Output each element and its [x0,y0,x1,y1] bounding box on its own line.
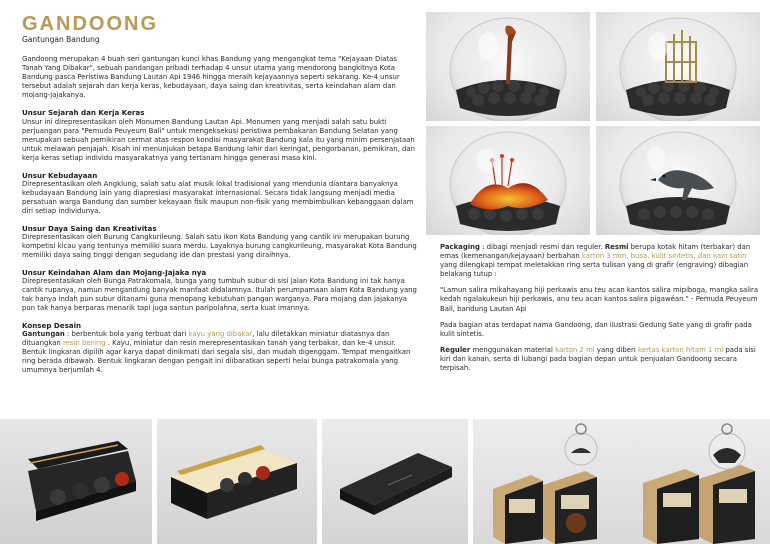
section-title: Unsur Daya Saing dan Kreativitas [22,223,157,233]
monument-sphere-photo [426,12,590,121]
section-konsep [22,321,417,376]
section-body: Direpresentasikan oleh Burung Cangkurileung. Salah satu ikon Kota Bandung yang cantik ini merupakan burung kompetisi kicau yang tentunya memiliki suara merdu. Layaknya burung cangkurileung, masyarakat Kota Bandung memiliki daya saing tinggi dengan segudang ide dan prestasi yang diraihnya. [22,232,417,260]
section-daya-saing [22,224,417,260]
packaging-photo-strip [0,419,770,544]
description-column [22,55,417,383]
packaging-resmi: Resmi [604,243,629,251]
box-closed-photo [322,419,468,544]
bird-sphere-photo [596,126,760,235]
engraving-quote: "Lamun salira mikahayang hiji perkawis anu teu acan kantos salira mipiboga, mangka salira kedah ngalakukeun hiji perkawis, anu teu acan kantos salira pigawéan." - Pemuda Peuyeum Ball, bandung Lautan Api [440,286,759,313]
packaging-text: yang dilengkapi tempat meletakkan ring serta tulisan yang di grafir (engraving) dibagian belakang tutup : [440,261,749,279]
reguler-paragraph [440,346,762,373]
section-title: Konsep Desain [22,320,82,330]
section-title: Unsur Sejarah dan Kerja Keras [22,108,145,118]
product-photo-grid [426,12,762,234]
highlight-karton: karton 2 ml [555,345,595,354]
highlight-kertas: kertas karton hitam 1 ml [637,345,724,354]
highlight-kayu: kayu yang dibakar [188,329,253,338]
section-sejarah [22,108,417,163]
reguler-text: menggunakan material [470,345,556,354]
angklung-sphere-photo [596,12,760,121]
section-title: Unsur Kebudayaan [22,170,98,180]
packaging-text: berupa kotak hitam (terbakar) dan emas (kemenangan/kejayaan) berbahan [440,243,751,261]
brand-name: GANDOONG [22,13,158,35]
top-note: Pada bagian atas terdapat nama Gandoong, dan ilustrasi Gedung Sate yang di grafir pada kulit sintetis. [440,320,752,338]
highlight-material: karton 3 mm, busa, kulit sintetis, dan kain satin [581,252,747,261]
section-body: Direpresentasikan oleh Angklung, salah satu alat musik lokal tradisional yang mendunia diantara banyaknya kebudayaan Bandung lain yang diapresiasi masyarakat internasional. Secara tidak langsung menjadi media persatuan warga Bandung dan sumber kekayaan fisik maupun non-fisik yang membimbulkan kebanggaan dalam diri setiap individunya. [22,179,414,216]
konsep-body [22,330,417,375]
packaging-lead: Packaging [440,243,480,251]
reguler-text: pada sisi kiri dan kanan, serta di lubangi pada bagian depan untuk penjualan Gandoong secara terpisah. [440,345,756,373]
reguler-lead: Reguler [440,345,471,354]
konsep-text: : berbentuk bola yang terbuat dari [64,329,189,338]
section-keindahan [22,268,417,314]
konsep-lead: Gantungan [22,329,65,338]
section-kebudayaan [22,171,417,217]
konsep-text: , lalu diletakkan miniatur diatasnya dan dituangkan [22,329,390,348]
box-angled-photo [157,419,317,544]
highlight-resin: resin bening [62,339,106,348]
flower-sphere-photo [426,126,590,235]
reguler-text: yang diberi [594,345,638,354]
konsep-text: . Kayu, miniatur dan resin merepresentasikan tanah yang terbakar, dan ke-4 unsur. Bentuk lingkaran dipilih agar karya dapat dinikmati dari segala sisi, dan mudah digenggam. Tempat mengaitkan ring berada dibawah. Bentuk lingkaran dengan pengait ini diibaratkan seperti helai bunga patrakomala yang umumnya berjumlah 4. [22,339,411,375]
brand-tagline: Gantungan Bandung [22,35,100,44]
packaging-column [440,243,762,380]
brand-logo [22,14,322,44]
intro-paragraph: Gandoong merupakan 4 buah seri gantungan kunci khas Bandung yang mengangkat tema "Kejayaan Diatas Tanah Yang Dibakar", sebuah pandangan pribadi terhadap 4 unsur utama yang mendorong bangkitnya Kota Bandung pasca Peristiwa Bandung Lautan Api 1946 hingga meraih kejayaannya seperti sekarang. Ke-4 unsur tersebut adalah sejarah dan kerja keras, kebudayaan, daya saing dan kreativitas, serta keindahan alam dan mojang-jajakanya. [22,55,400,100]
packaging-text: : dibagi menjadi resmi dan reguler. [479,243,605,251]
section-body: Direpresentasikan oleh Bunga Patrakomala, bunga yang tumbuh subur di sisi jalan Kota Bandung ini tak hanya cantik rupanya, namun mengandung banyak manfaat didalamnya. Itulah perumpamaan alam Kota Bandung yang tak hanya indah pun subur ditanami guna menopang kebutuhan pangan warganya. Para mojang dan jajakanya pun tak hanya berparas menarik tapi juga santun paripolahna, serta kuat imannya. [22,276,417,313]
section-body: Unsur ini direpresentasikan oleh Monumen Bandung Lautan Api. Monumen yang menjadi salah satu bukti perjuangan para "Pemuda Peuyeum Bali" untuk mengeksekusi peristiwa pembakaran Bandung Selatan yang merupakan sebuah pemikiran cermat atas respon kondisi masyarakat Bandung kala itu yang minim persenjataan untuk melawan penjajah. Kisah ini menunjukan betapa Bandung lahir dari keringat, pengorbanan, pemikiran, dan kerja keras setiap individu masyarakatnya yang tertanam hingga generasi masa kini. [22,117,415,163]
section-title: Unsur Keindahan Alam dan Mojang-Jajaka nya [22,267,207,277]
packaging-paragraph [440,243,762,279]
reguler-packaging-photo [473,419,770,544]
box-open-photo [0,419,152,544]
